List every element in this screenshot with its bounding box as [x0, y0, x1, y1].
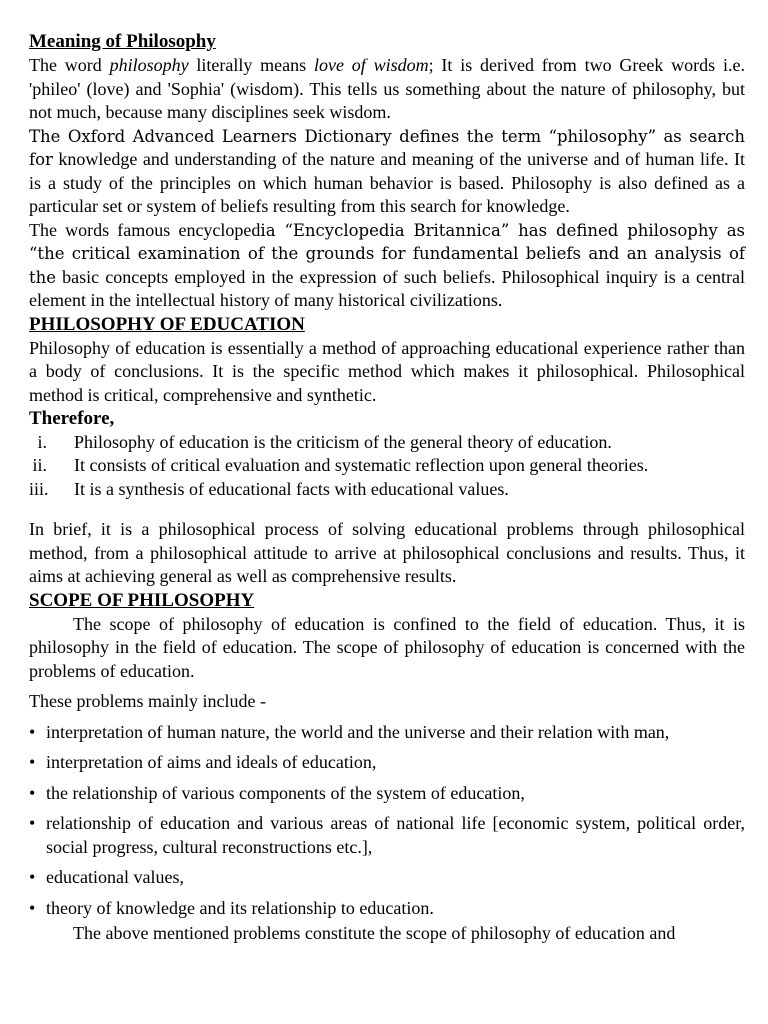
- paragraph-scope-2: These problems mainly include -: [29, 691, 266, 711]
- italic-term-philosophy: philosophy: [109, 55, 189, 75]
- list-number: i.: [37, 431, 47, 452]
- bullet-text: the relationship of various components of the system of education,: [46, 782, 525, 803]
- roman-list: [29, 431, 745, 502]
- text-run: basic concepts employed in the expression of such beliefs. Philosophical inquiry is a central element in the intellectual history of many historical civilizations.: [29, 266, 745, 310]
- bullet-item: [29, 866, 745, 890]
- paragraph-scope-3: The above mentioned problems constitute the scope of philosophy of education and: [73, 923, 676, 943]
- bullet-text: educational values,: [46, 867, 184, 887]
- bullet-item: [29, 782, 745, 806]
- bullet-dot-icon: •: [29, 782, 36, 803]
- heading-scope-of-philosophy: SCOPE OF PHILOSOPHY: [29, 589, 255, 611]
- list-number: iii.: [29, 478, 49, 499]
- bullet-dot-icon: •: [29, 867, 36, 887]
- bullet-item: [29, 897, 745, 921]
- paragraph-scope-1: The scope of philosophy of education is confined to the field of education. Thus, it is philosophy in the field of education. The scope of philosophy of education is concerned with the problems of education.: [29, 613, 745, 681]
- text-run: knowledge and understanding of the nature and meaning of the universe and of human life. It is a study of the principles on which human behavior is based. Philosophy is also defined as a particular set or system of beliefs resulting from this search for knowledge.: [29, 149, 745, 216]
- bullet-item: [29, 751, 745, 775]
- bullet-dot-icon: •: [29, 813, 36, 833]
- bullet-text: relationship of education and various areas of national life [economic system, political order, social progress, cultural reconstructions etc.],: [46, 813, 745, 857]
- list-item-text: It is a synthesis of educational facts with educational values.: [74, 478, 509, 499]
- roman-list-item: [29, 431, 745, 455]
- roman-list-item: [29, 478, 745, 502]
- bullet-text: interpretation of aims and ideals of education,: [46, 752, 377, 772]
- bullet-item: [29, 812, 745, 859]
- italic-term-love-of-wisdom: love of wisdom: [313, 55, 429, 75]
- bullet-text: theory of knowledge and its relationship to education.: [46, 897, 434, 918]
- britannica-quote: ia “Encyclopedia Britannica” has defined philosophy as “the critical examination of the grounds for fundamental beliefs and an analysis of the: [29, 220, 746, 287]
- text-run: The words famous encycloped: [29, 219, 261, 240]
- paragraph-meaning-1: [29, 54, 745, 125]
- text-run: ; It is derived from two Greek words i.e. 'phileo' (love) and 'Sophia' (wisdom). This tells us something about the nature of philosophy, but not much, because many disciplines seek wisdom.: [29, 55, 745, 122]
- bullet-dot-icon: •: [29, 721, 36, 742]
- bullet-dot-icon: •: [29, 897, 36, 918]
- roman-list-item: [29, 454, 745, 478]
- definition-lead: The Oxford Advanced Learners Dictionary defines the term “philosophy” as search for: [29, 126, 745, 169]
- paragraph-oxford-definition: [29, 125, 745, 219]
- therefore-label: Therefore,: [29, 408, 115, 429]
- text-run: literally means: [188, 55, 314, 75]
- list-number: ii.: [32, 455, 47, 475]
- paragraph-britannica-definition: [29, 219, 745, 313]
- spacer: [29, 501, 745, 518]
- heading-philosophy-of-education: PHILOSOPHY OF EDUCATION: [29, 313, 305, 335]
- bullet-dot-icon: •: [29, 752, 36, 772]
- bullet-list: [29, 721, 745, 921]
- list-item-text: Philosophy of education is the criticism of the general theory of education.: [74, 431, 612, 452]
- bullet-text: interpretation of human nature, the world and the universe and their relation with man,: [46, 721, 670, 742]
- bullet-item: [29, 721, 745, 745]
- heading-meaning-of-philosophy: Meaning of Philosophy: [29, 31, 216, 52]
- paragraph-education-2: In brief, it is a philosophical process of solving educational problems through philosophical method, from a philosophical attitude to arrive at philosophical conclusions and results. Thus, it aims at achieving general as well as comprehensive results.: [29, 519, 745, 586]
- paragraph-education-1: Philosophy of education is essentially a method of approaching educational experience rather than a body of conclusions. It is the specific method which makes it philosophical. Philosophical method is critical, comprehensive and synthetic.: [29, 337, 745, 405]
- list-item-text: It consists of critical evaluation and systematic reflection upon general theories.: [74, 455, 649, 475]
- text-run: The word: [29, 55, 110, 75]
